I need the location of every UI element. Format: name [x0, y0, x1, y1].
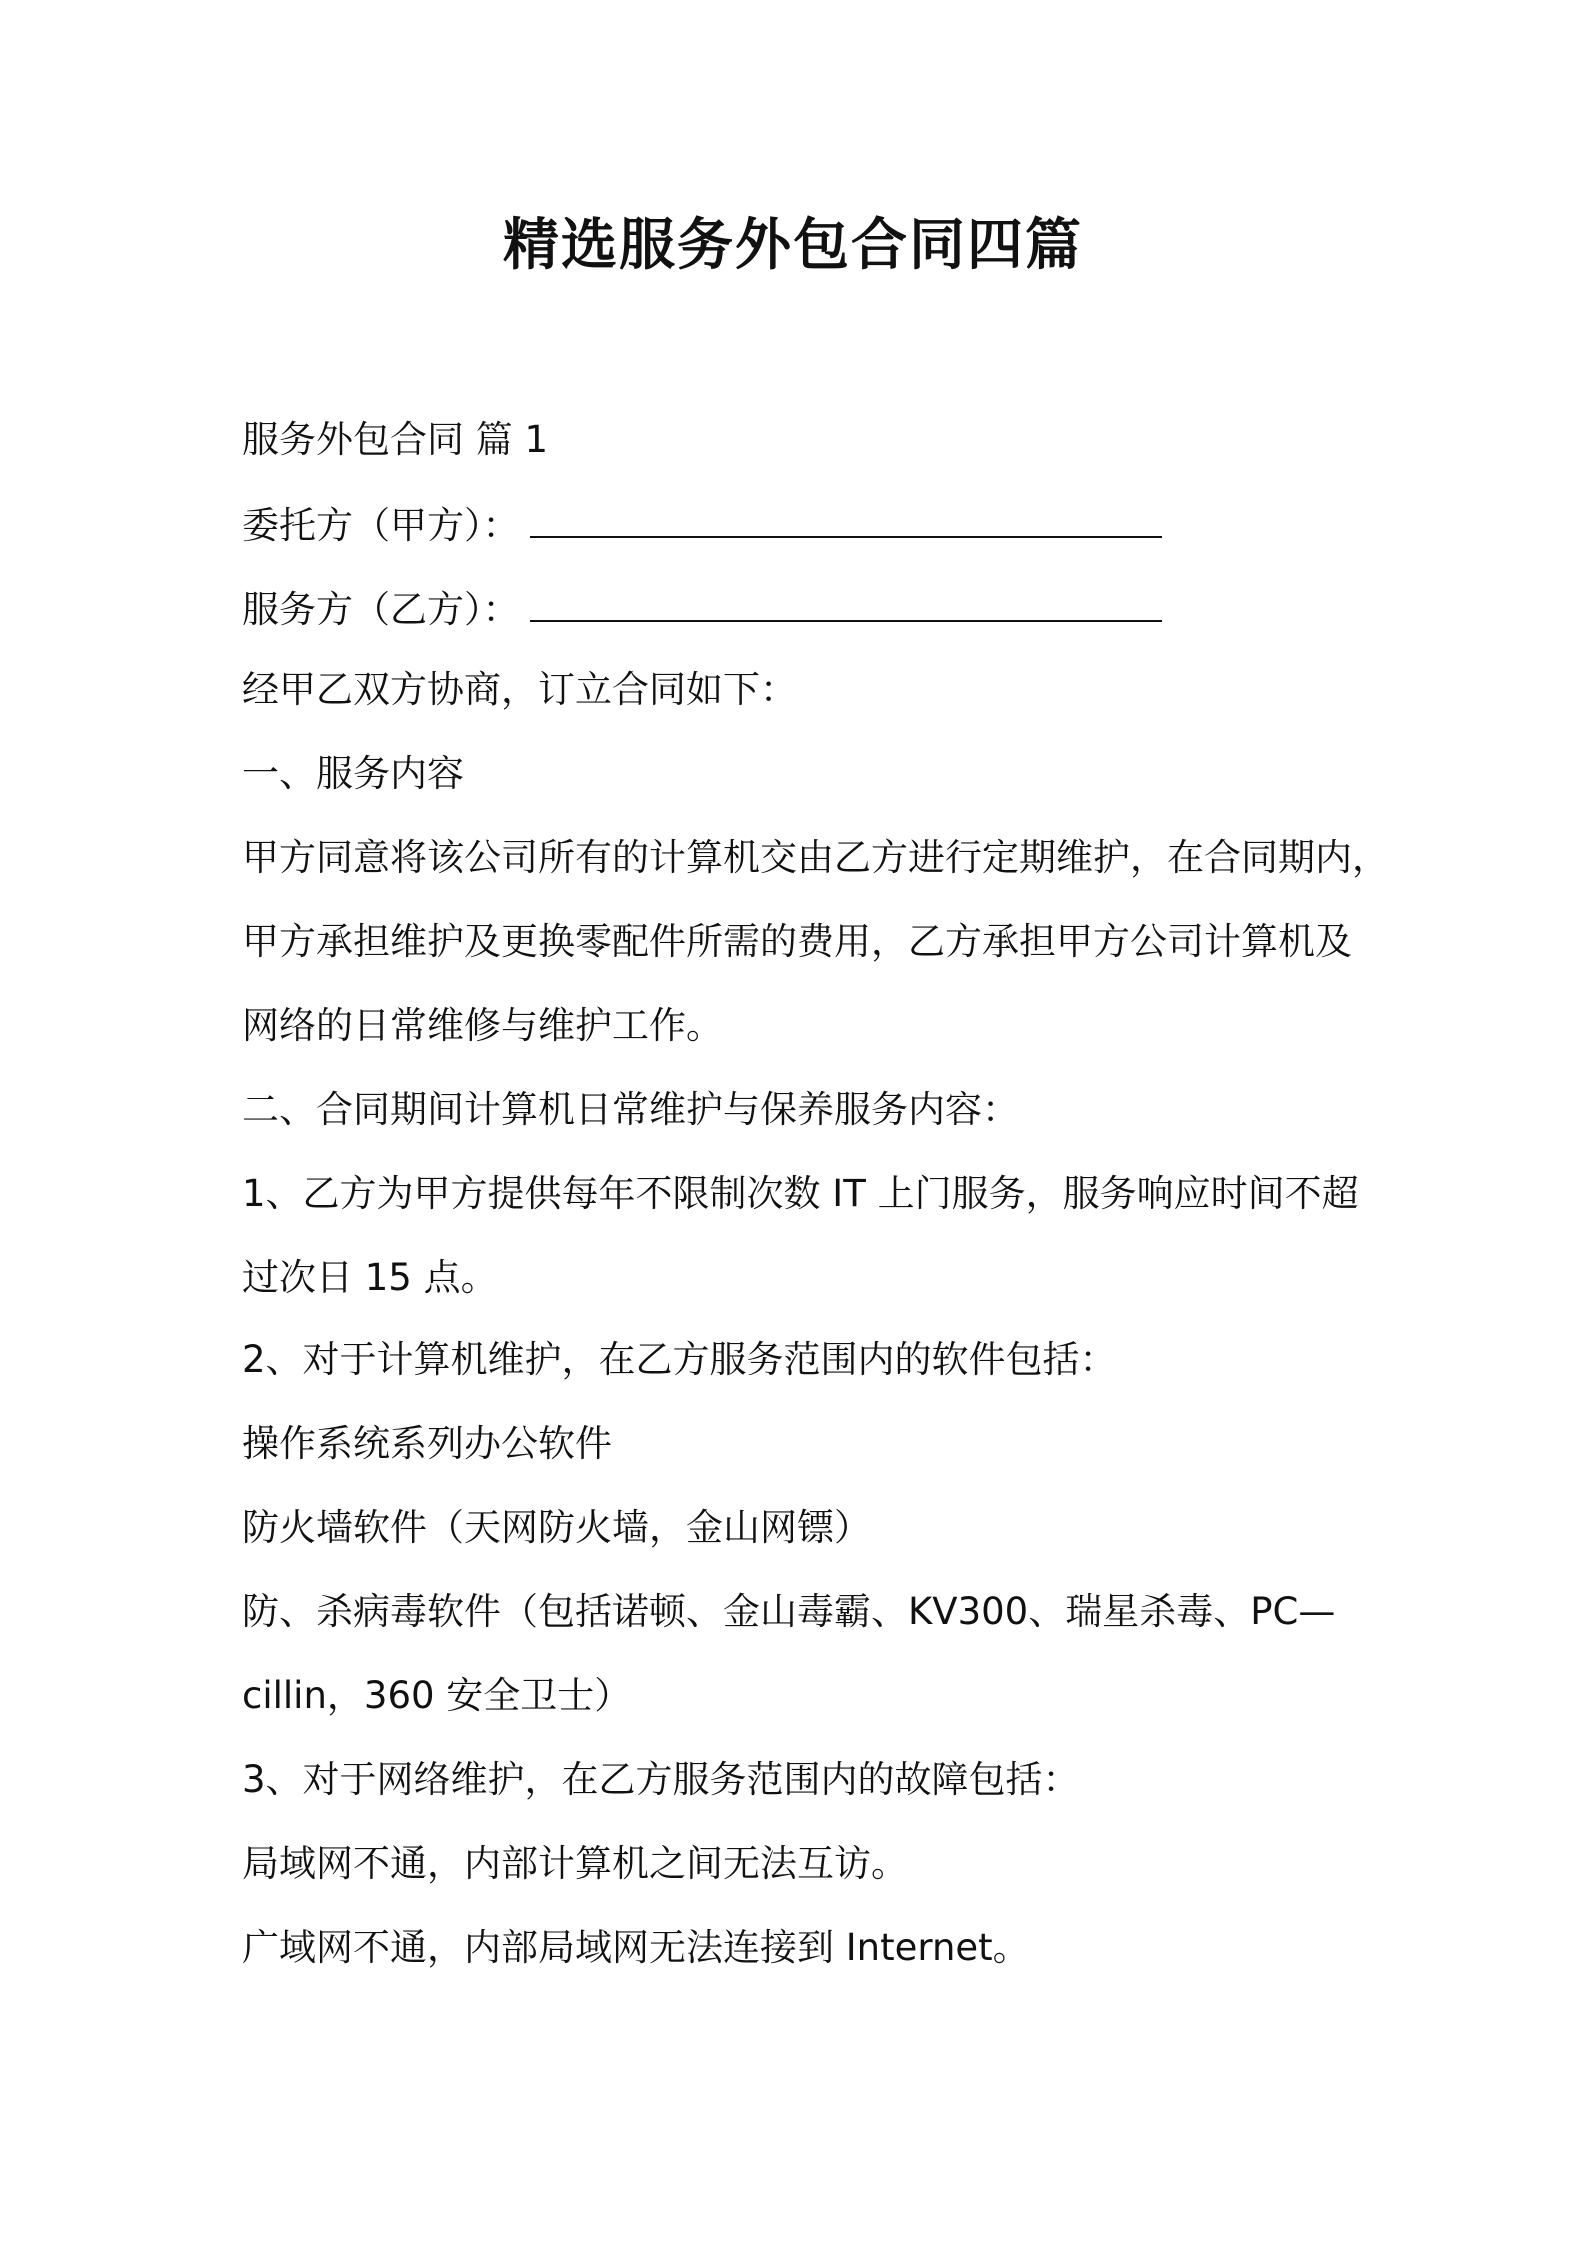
paragraph-line: 一、服务内容: [242, 752, 464, 795]
paragraph-line: 网络的日常维修与维护工作。: [242, 1004, 723, 1047]
party-a-line: [242, 502, 1162, 550]
paragraph-line: 甲方同意将该公司所有的计算机交由乙方进行定期维护，在合同期内，: [242, 836, 1389, 879]
paragraph-line: cillin，360 安全卫士）: [242, 1674, 632, 1717]
paragraph-line: 1、乙方为甲方提供每年不限制次数 IT 上门服务，服务响应时间不超: [242, 1172, 1359, 1215]
paragraph-line: 经甲乙双方协商，订立合同如下：: [242, 668, 797, 711]
party-a-blank: [530, 502, 1162, 538]
party-b-blank: [530, 586, 1162, 622]
paragraph-line: 2、对于计算机维护，在乙方服务范围内的软件包括：: [242, 1338, 1117, 1381]
paragraph-line: 防、杀病毒软件（包括诺顿、金山毒霸、KV300、瑞星杀毒、PC—: [242, 1590, 1336, 1633]
section-heading: 服务外包合同 篇 1: [242, 418, 549, 461]
document-title: 精选服务外包合同四篇: [503, 213, 1083, 278]
party-a-label: 委托方（甲方）：: [242, 504, 520, 547]
paragraph-line: 甲方承担维护及更换零配件所需的费用，乙方承担甲方公司计算机及: [242, 920, 1352, 963]
party-b-line: [242, 586, 1162, 634]
paragraph-line: 防火墙软件（天网防火墙，金山网镖）: [242, 1506, 871, 1549]
paragraph-line: 广域网不通，内部局域网无法连接到 Internet。: [242, 1926, 1030, 1969]
paragraph-line: 3、对于网络维护，在乙方服务范围内的故障包括：: [242, 1758, 1080, 1801]
paragraph-line: 操作系统系列办公软件: [242, 1422, 612, 1465]
paragraph-line: 局域网不通，内部计算机之间无法互访。: [242, 1842, 908, 1885]
paragraph-line: 过次日 15 点。: [242, 1256, 498, 1299]
party-b-label: 服务方（乙方）：: [242, 588, 520, 631]
paragraph-line: 二、合同期间计算机日常维护与保养服务内容：: [242, 1088, 1019, 1131]
